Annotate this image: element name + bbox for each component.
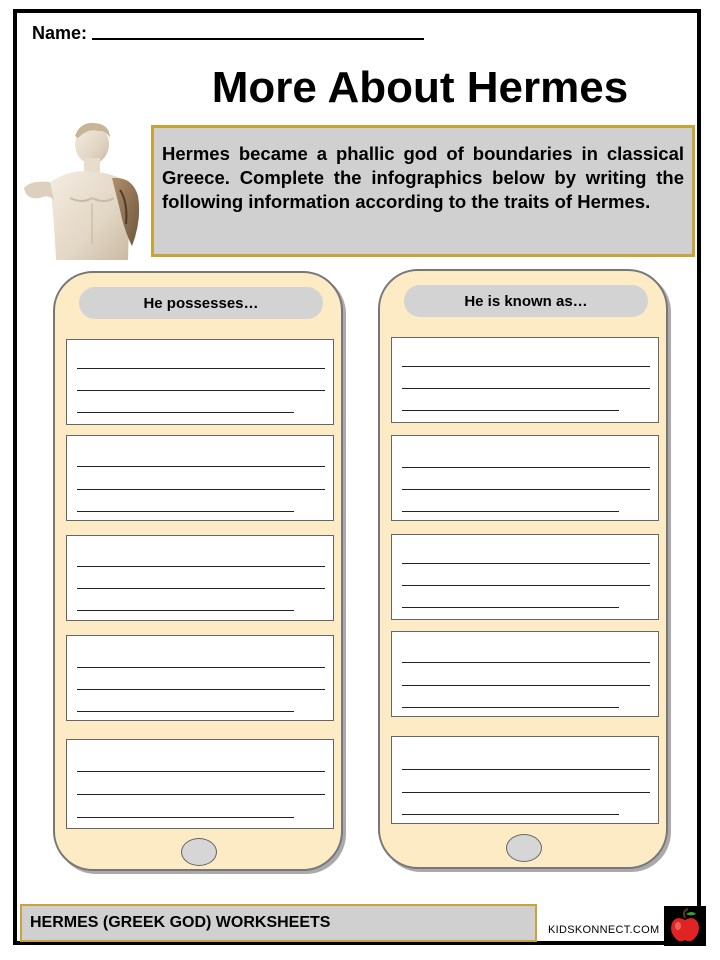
answer-box[interactable] [391,435,659,521]
answer-line [77,412,294,413]
answer-line [402,707,619,708]
answer-line [402,607,619,608]
answer-line [402,814,619,815]
answer-line [77,771,325,772]
phone-known-as [378,269,668,869]
answer-box[interactable] [391,337,659,423]
intro-box [151,125,695,257]
answer-box[interactable] [66,635,334,721]
page-title: More About Hermes [211,63,629,112]
phone-home-button-icon [181,838,217,866]
answer-line [402,685,650,686]
answer-line [402,563,650,564]
answer-line [77,817,294,818]
answer-box[interactable] [66,535,334,621]
answer-line [77,610,294,611]
answer-line [77,588,325,589]
answer-line [402,467,650,468]
answer-line [402,511,619,512]
answer-box[interactable] [66,739,334,829]
answer-line [77,489,325,490]
answer-box[interactable] [66,339,334,425]
answer-line [402,410,619,411]
answer-line [77,368,325,369]
answer-line [402,489,650,490]
answer-line [402,792,650,793]
apple-logo-icon [664,906,706,946]
answer-line [402,662,650,663]
answer-box[interactable] [391,736,659,824]
phone-header-possesses: He possesses… [79,287,323,319]
phone-home-button-icon [506,834,542,862]
answer-line [77,711,294,712]
answer-line [77,466,325,467]
name-field[interactable] [92,38,424,40]
answer-line [402,769,650,770]
answer-line [402,585,650,586]
answer-line [402,366,650,367]
footer-title: HERMES (GREEK GOD) WORKSHEETS [20,904,537,942]
answer-box[interactable] [391,631,659,717]
name-label: Name: [32,23,88,43]
answer-line [77,794,325,795]
answer-line [77,667,325,668]
phone-possesses [53,271,343,871]
answer-line [77,390,325,391]
answer-line [402,388,650,389]
hermes-statue-icon [20,120,145,260]
answer-line [77,566,325,567]
answer-box[interactable] [66,435,334,521]
answer-line [77,511,294,512]
answer-line [77,689,325,690]
phone-header-known-as: He is known as… [404,285,648,317]
answer-box[interactable] [391,534,659,620]
intro-text: Hermes became a phallic god of boundaries in classical Greece. Complete the infographics below by writing the following information according to the traits of Hermes. [162,143,684,212]
brand-name: KIDSKONNECT.COM [548,924,660,936]
